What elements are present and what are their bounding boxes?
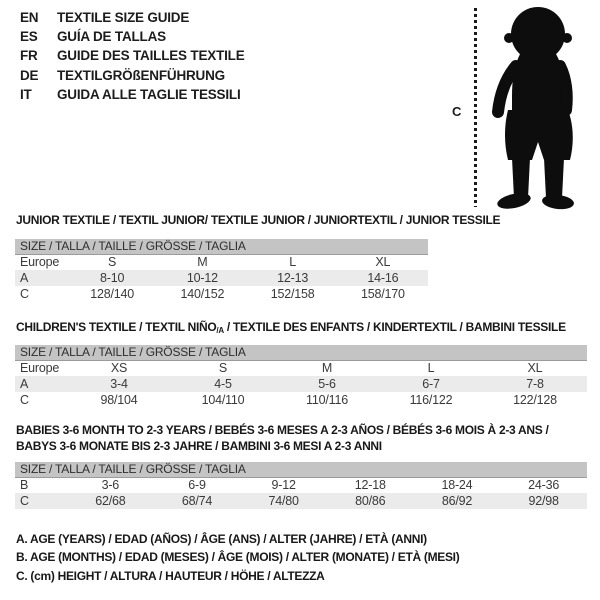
size-header-label: SIZE / TALLA / TAILLE / GRÖSSE / TAGLIA <box>15 239 428 254</box>
age-cell: 6-9 <box>188 478 206 493</box>
size-header-bar <box>15 345 587 360</box>
age-cell: 3-4 <box>67 376 171 392</box>
language-code: IT <box>20 86 32 102</box>
table-row-height <box>15 286 428 302</box>
table-row-age <box>15 376 587 392</box>
children-title-pre: CHILDREN'S TEXTILE / TEXTIL NIÑO <box>16 320 217 334</box>
children-size-table <box>15 345 587 408</box>
size-header-bar <box>15 462 587 477</box>
row-label: C <box>20 393 29 407</box>
row-label: B <box>20 478 29 493</box>
table-row-age-months <box>15 477 587 493</box>
age-cell: 8-10 <box>67 270 157 286</box>
language-code: DE <box>20 67 39 83</box>
size-cell: XS <box>110 361 128 376</box>
size-cell: M <box>321 361 333 376</box>
measurement-legend <box>16 530 459 585</box>
table-row-age <box>15 270 428 286</box>
legend-line-a: A. AGE (YEARS) / EDAD (AÑOS) / ÂGE (ANS) / ALTER (JAHRE) / ETÀ (ANNI) <box>16 532 427 546</box>
age-cell: 18-24 <box>441 478 473 493</box>
row-label: Europe <box>20 361 60 376</box>
language-code: FR <box>20 48 38 64</box>
height-cell: 110/116 <box>306 393 348 407</box>
age-cell: 14-16 <box>338 270 428 286</box>
height-cell: 128/140 <box>90 287 135 301</box>
age-cell: 12-13 <box>248 270 338 286</box>
row-label: C <box>20 287 29 301</box>
language-code: EN <box>20 10 39 25</box>
language-label: GUÍA DE TALLAS <box>57 29 166 45</box>
height-cell: 104/110 <box>201 393 245 407</box>
size-cell: XL <box>527 361 543 376</box>
children-title-post: / TEXTILE DES ENFANTS / KINDERTEXTIL / BAMBINI TESSILE <box>223 320 566 334</box>
age-cell: 9-12 <box>271 478 296 493</box>
age-cell: 12-18 <box>354 478 386 493</box>
children-title-subscript: /A <box>216 326 224 335</box>
legend-line-b: B. AGE (MONTHS) / EDAD (MESES) / ÂGE (MOIS) / ALTER (MONATE) / ETÀ (MESI) <box>16 550 460 565</box>
row-label: A <box>15 270 67 286</box>
language-label: GUIDE DES TAILLES TEXTILE <box>57 48 245 64</box>
height-cell: 116/122 <box>409 393 453 407</box>
height-cell: 74/80 <box>240 493 327 509</box>
row-label: Europe <box>20 255 60 270</box>
size-cell: M <box>197 255 208 270</box>
language-row-es <box>20 27 245 46</box>
babies-size-table <box>15 462 587 509</box>
size-cell: L <box>289 255 296 270</box>
table-row-europe <box>15 254 428 270</box>
age-cell: 6-7 <box>379 376 483 392</box>
height-cell: 122/128 <box>513 393 557 407</box>
height-cell: 92/98 <box>500 493 587 509</box>
height-cell: 140/152 <box>180 287 225 301</box>
height-cell: 68/74 <box>154 493 241 509</box>
age-cell: 7-8 <box>483 376 587 392</box>
height-cell: 62/68 <box>67 493 154 509</box>
language-code: ES <box>20 29 38 45</box>
junior-section-title: JUNIOR TEXTILE / TEXTIL JUNIOR/ TEXTILE JUNIOR / JUNIORTEXTIL / JUNIOR TESSILE <box>16 213 501 227</box>
language-label: TEXTILE SIZE GUIDE <box>57 10 190 25</box>
size-header-label: SIZE / TALLA / TAILLE / GRÖSSE / TAGLIA <box>15 345 587 360</box>
age-cell: 5-6 <box>275 376 379 392</box>
language-label: GUIDA ALLE TAGLIE TESSILI <box>57 86 241 102</box>
legend-line-c: C. (cm) HEIGHT / ALTURA / HAUTEUR / HÖHE / ALTEZZA <box>16 568 325 583</box>
height-cell: 152/158 <box>270 287 315 301</box>
age-cell: 24-36 <box>528 478 560 493</box>
table-row-europe <box>15 360 587 376</box>
language-row-de <box>20 66 245 85</box>
size-header-bar <box>15 239 428 254</box>
height-cell: 98/104 <box>100 393 138 407</box>
row-label: A <box>15 376 67 392</box>
language-row-en <box>20 8 245 27</box>
age-cell: 3-6 <box>101 478 120 493</box>
age-cell: 4-5 <box>171 376 275 392</box>
row-label: C <box>15 493 67 509</box>
language-row-it <box>20 85 245 104</box>
height-cell: 80/86 <box>327 493 414 509</box>
size-cell: S <box>108 255 117 270</box>
size-cell: XL <box>375 255 391 270</box>
size-header-label: SIZE / TALLA / TAILLE / GRÖSSE / TAGLIA <box>15 462 587 477</box>
height-cell: 158/170 <box>360 287 405 301</box>
size-cell: L <box>427 361 435 376</box>
junior-size-table <box>15 239 428 302</box>
size-cell: S <box>218 361 228 376</box>
table-row-height <box>15 493 587 509</box>
language-list <box>20 8 245 104</box>
children-section-title <box>16 320 566 335</box>
babies-section-title <box>16 422 596 454</box>
baby-silhouette-icon <box>484 4 596 212</box>
height-dashed-line <box>474 8 477 207</box>
language-label: TEXTILGRÖßENFÜHRUNG <box>57 67 225 83</box>
height-cell: 86/92 <box>414 493 501 509</box>
table-row-height <box>15 392 587 408</box>
babies-title-line2: BABYS 3-6 MONATE BIS 2-3 JAHRE / BAMBINI 3-6 MESI A 2-3 ANNI <box>16 439 382 453</box>
age-cell: 10-12 <box>157 270 247 286</box>
height-label-c: C <box>452 104 462 119</box>
babies-title-line1: BABIES 3-6 MONTH TO 2-3 YEARS / BEBÉS 3-6 MESES A 2-3 AÑOS / BÉBÉS 3-6 MOIS À 2-3 ANS / <box>16 423 549 437</box>
language-row-fr <box>20 46 245 65</box>
